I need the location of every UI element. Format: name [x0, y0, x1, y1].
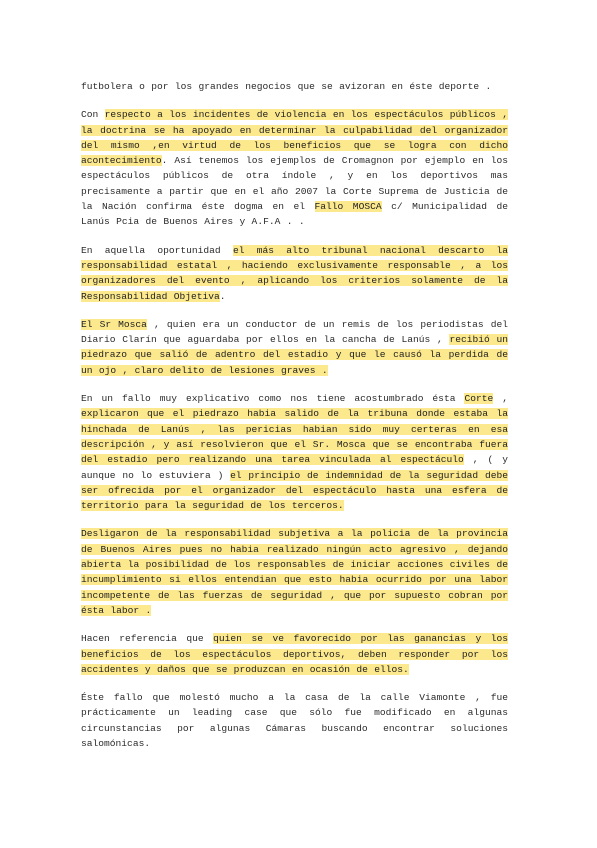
body-text: c/ Municipalidad de Lanús Pcia de Buenos Aires y A.F.A . . — [81, 201, 509, 228]
paragraph — [81, 317, 508, 378]
highlighted-text: respecto a los incidentes de violencia en los espectáculos públicos , la doctrina se ha apoyado en determinar la culpabilidad del organizador del mismo ,en virtud de los beneficios que se logra con dicho acontecimiento — [81, 109, 508, 167]
paragraph — [81, 391, 508, 513]
highlighted-text: quien se ve favorecido por las ganancias y los beneficios de los espectáculos deportivos, deben responder por los accidentes y daños que se produzcan en ocasión de ellos. — [81, 633, 508, 675]
highlighted-text: Fallo MOSCA — [314, 201, 382, 213]
body-text: Éste fallo que molestó mucho a la casa de la calle Viamonte , fue prácticamente un leading case que sólo fue modificado en algunas circunstancias por algunas Cámaras buscando encontrar soluciones salomónicas. — [81, 692, 508, 749]
body-text: , quien era un conductor de un remis de los periodistas del Diario Clarín que aguardaba por ellos en la cancha de Lanús , — [81, 318, 508, 346]
highlighted-text: el más alto tribunal nacional descarto la responsabilidad estatal , haciendo exclusivamente responsable , a los organizadores del evento , aplicando los criterios solamente de la Responsabilidad Objetiva — [81, 244, 508, 302]
paragraph — [81, 690, 508, 751]
body-text: . — [219, 290, 226, 302]
highlighted-text: el principio de indemnidad de la seguridad debe ser ofrecida por el organizador del espectáculo hasta una esfera de territorio para la seguridad de los terceros. — [81, 469, 508, 512]
paragraph — [81, 243, 508, 304]
body-text: En aquella oportunidad — [81, 244, 233, 256]
highlighted-text: explicaron que el piedrazo habia salido de la tribuna donde estaba la hinchada de Lanús , las pericias habian sido muy certeras en esa descripción , y así resolvieron que el Sr. Mosca que se encontraba fuera del estadio pero realizando una tarea vinculada al espectáculo — [81, 408, 508, 466]
paragraph — [81, 631, 508, 677]
body-text: futbolera o por los grandes negocios que se avizoran en éste deporte . — [81, 81, 492, 92]
paragraph — [81, 107, 508, 229]
body-text: , ( y aunque no lo estuviera ) — [81, 454, 509, 481]
highlighted-text: recibió un piedrazo que salió de adentro del estadio y que le causó la perdida de un ojo , claro delito de lesiones graves . — [81, 334, 508, 376]
paragraph — [81, 79, 508, 94]
highlighted-text: El Sr Mosca — [81, 318, 147, 330]
document-body — [81, 79, 508, 764]
paragraph — [81, 526, 508, 618]
body-text: Con — [81, 109, 105, 121]
body-text: En un fallo muy explicativo como nos tiene acostumbrado ésta — [81, 393, 465, 405]
highlighted-text: Desligaron de la responsabilidad subjetiva a la policia de la provincia de Buenos Aires pues no habia realizado ningún acto agresivo , dejando abierta la posibilidad de los responsables de iniciar acciones civiles de incumplimiento si ellos entendian que esto habia ocurrido por una labor incompetente de las fuerzas de seguridad , que por supuesto cobran por ésta labor . — [81, 528, 508, 616]
body-text: , — [493, 393, 508, 405]
body-text: Hacen referencia que — [81, 633, 214, 645]
highlighted-text: Corte — [464, 393, 494, 405]
body-text: . Así tenemos los ejemplos de Cromagnon por ejemplo en los espectáculos públicos de otra índole , y en los deportivos mas precisamente a partir que en el año 2007 la Corte Suprema de Justicia de la Nación confirma éste dogma en el — [81, 155, 508, 213]
